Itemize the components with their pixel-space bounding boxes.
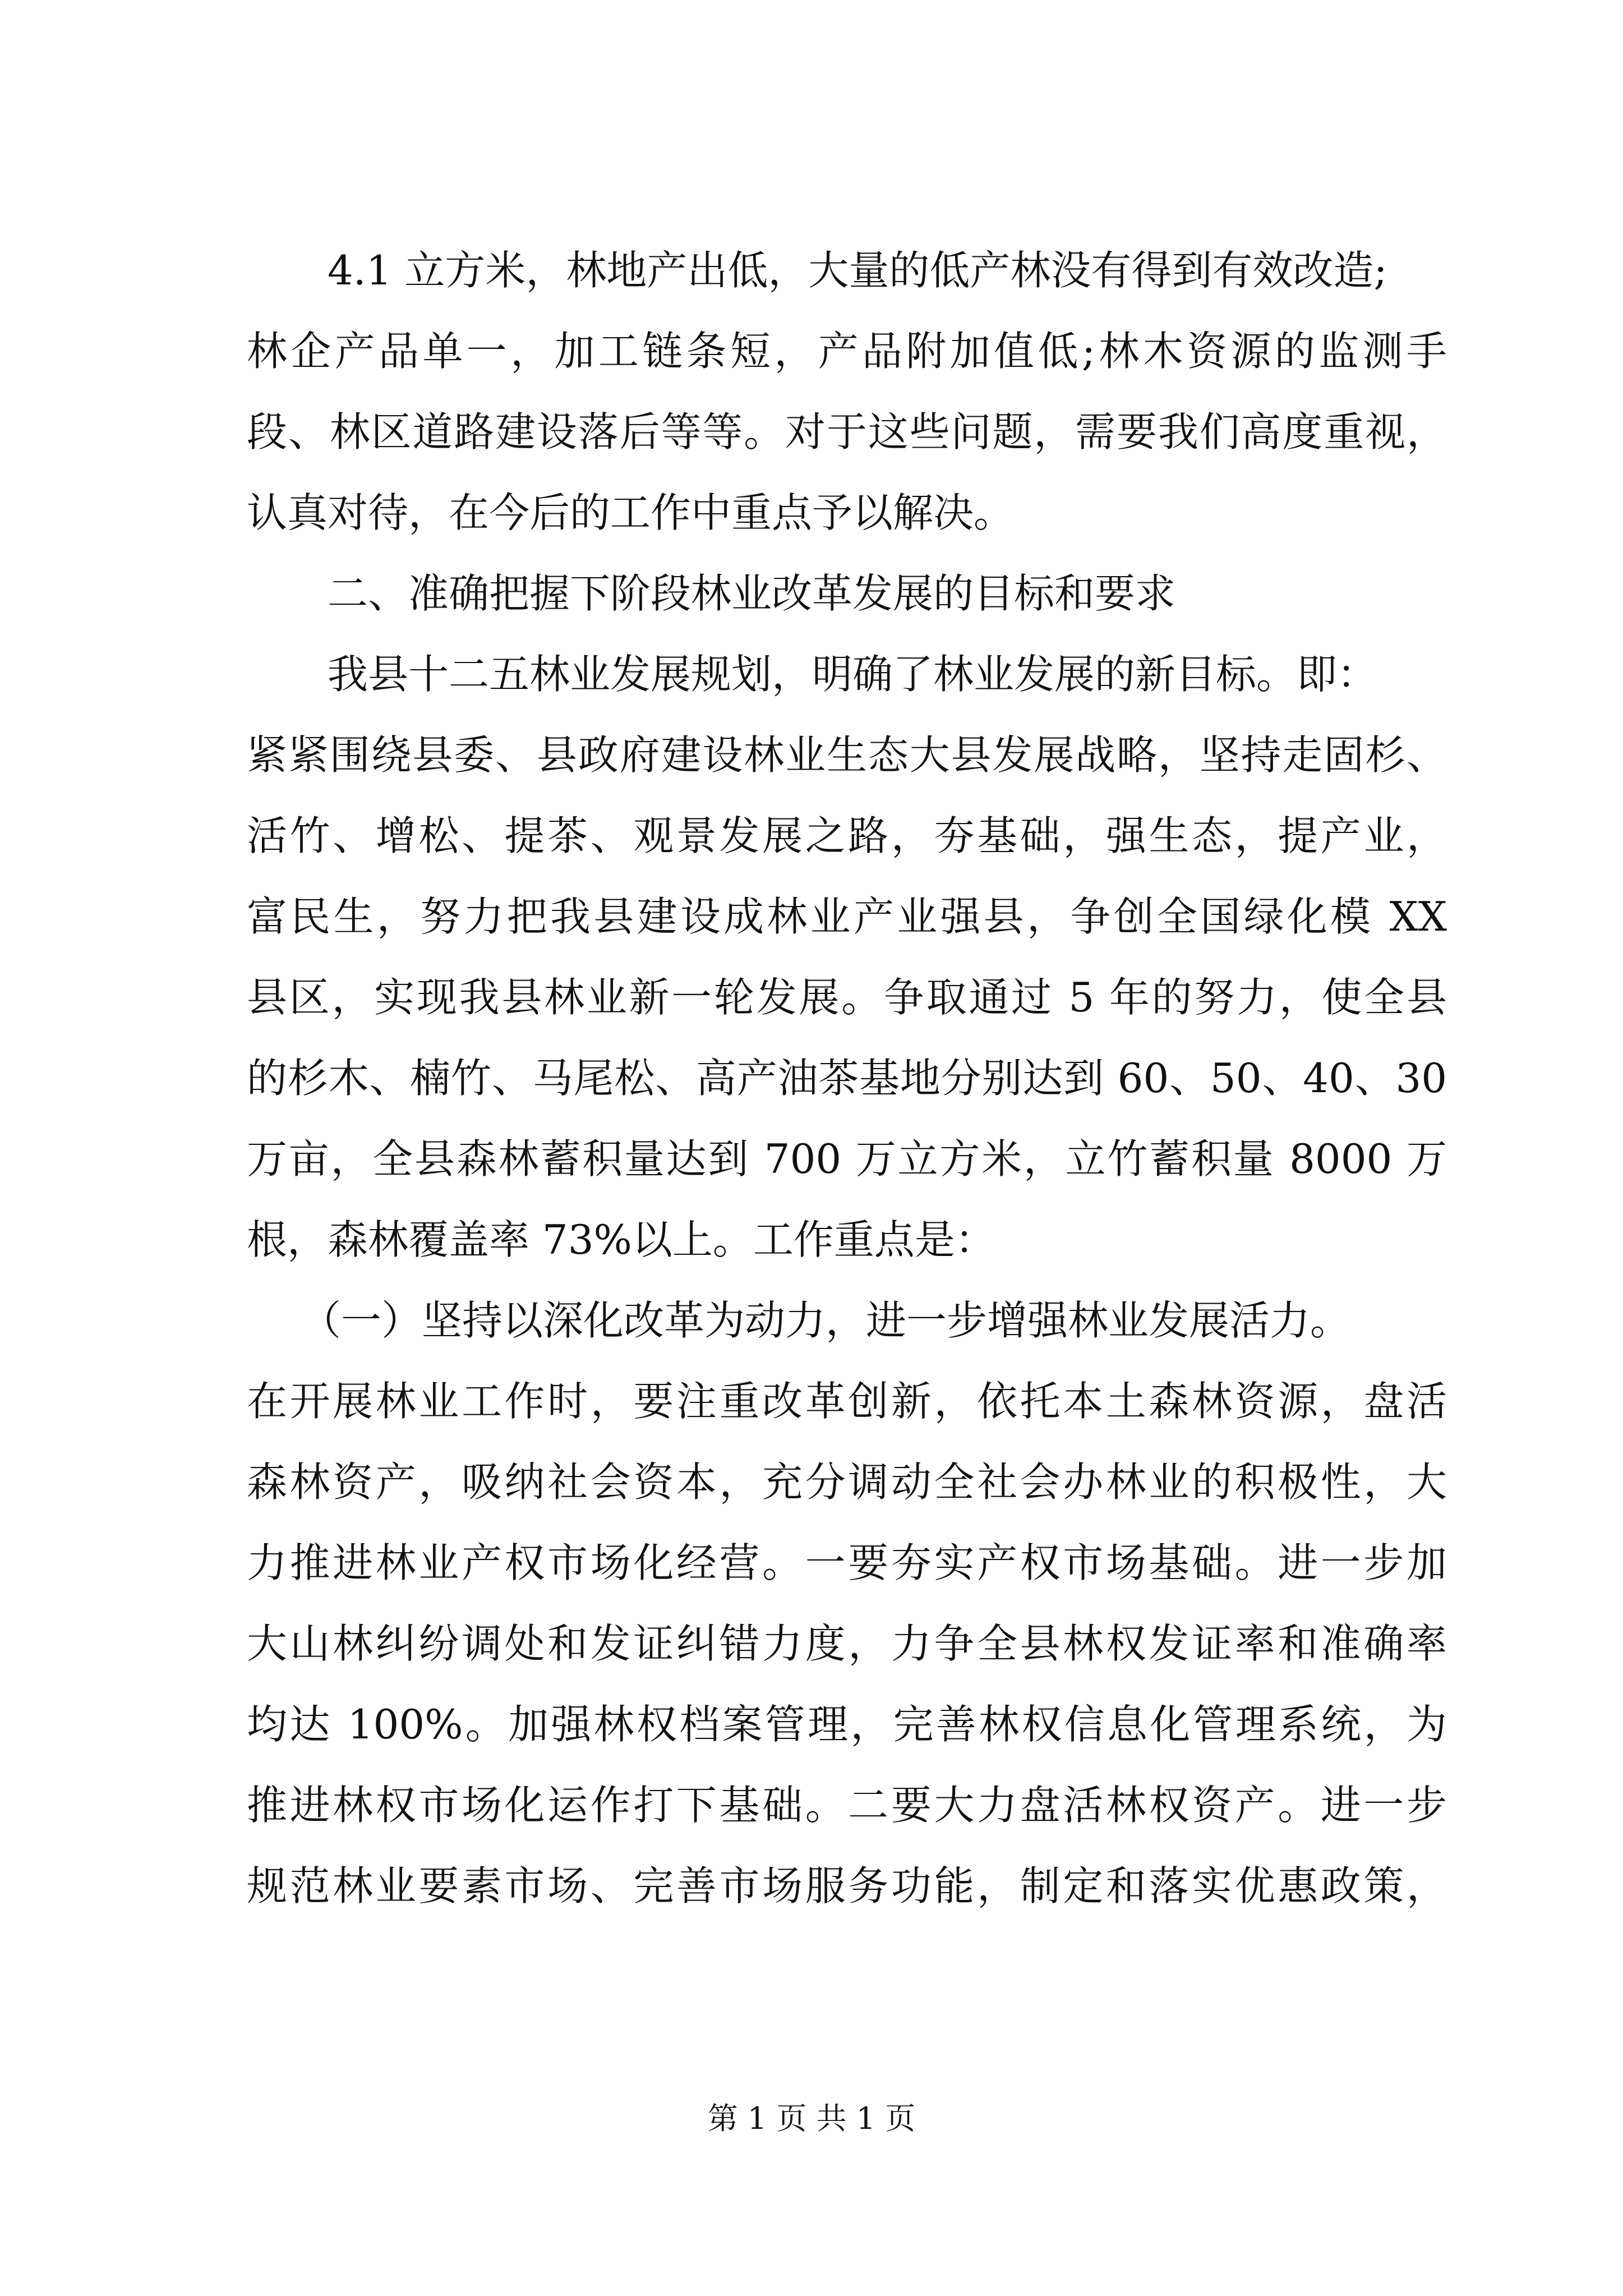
paragraph-line: 认真对待，在今后的工作中重点予以解决。: [247, 489, 1015, 536]
paragraph-line: 万亩，全县森林蓄积量达到 700 万立方米，立竹蓄积量 8000 万: [247, 1135, 1447, 1182]
paragraph-line: 均达 100%。加强林权档案管理，完善林权信息化管理系统，为: [247, 1701, 1447, 1748]
paragraph-line: 在开展林业工作时，要注重改革创新，依托本土森林资源，盘活: [247, 1378, 1447, 1425]
paragraph-line: 段、林区道路建设落后等等。对于这些问题，需要我们高度重视，: [247, 408, 1447, 455]
section-heading: 二、准确把握下阶段林业改革发展的目标和要求: [328, 570, 1176, 617]
paragraph-line: 活竹、增松、提茶、观景发展之路，夯基础，强生态，提产业，: [247, 812, 1447, 859]
paragraph-line: 大山林纠纷调处和发证纠错力度，力争全县林权发证率和准确率: [247, 1620, 1447, 1667]
paragraph-line: 紧紧围绕县委、县政府建设林业生态大县发展战略，坚持走固杉、: [247, 731, 1447, 779]
page-number-footer: 第 1 页 共 1 页: [707, 2101, 916, 2136]
paragraph-line: 4.1 立方米，林地产出低，大量的低产林没有得到有效改造;: [328, 247, 1387, 294]
paragraph-line: 规范林业要素市场、完善市场服务功能，制定和落实优惠政策，: [247, 1862, 1447, 1910]
paragraph-line: 林企产品单一，加工链条短，产品附加值低;林木资源的监测手: [247, 328, 1447, 375]
document-body: [247, 230, 1447, 1926]
subsection-heading: （一）坚持以深化改革为动力，进一步增强林业发展活力。: [301, 1297, 1351, 1344]
paragraph-line: 我县十二五林业发展规划，明确了林业发展的新目标。即：: [328, 651, 1378, 698]
paragraph-line: 富民生，努力把我县建设成林业产业强县，争创全国绿化模 XX: [247, 893, 1447, 940]
paragraph-line: 根，森林覆盖率 73%以上。工作重点是：: [247, 1216, 995, 1263]
paragraph-line: 县区，实现我县林业新一轮发展。争取通过 5 年的努力，使全县: [247, 974, 1447, 1021]
paragraph-line: 力推进林业产权市场化经营。一要夯实产权市场基础。进一步加: [247, 1539, 1447, 1586]
paragraph-line: 森林资产，吸纳社会资本，充分调动全社会办林业的积极性，大: [247, 1458, 1447, 1506]
paragraph-line: 的杉木、楠竹、马尾松、高产油茶基地分别达到 60、50、40、30: [247, 1055, 1447, 1102]
paragraph-line: 推进林权市场化运作打下基础。二要大力盘活林权资产。进一步: [247, 1782, 1447, 1829]
